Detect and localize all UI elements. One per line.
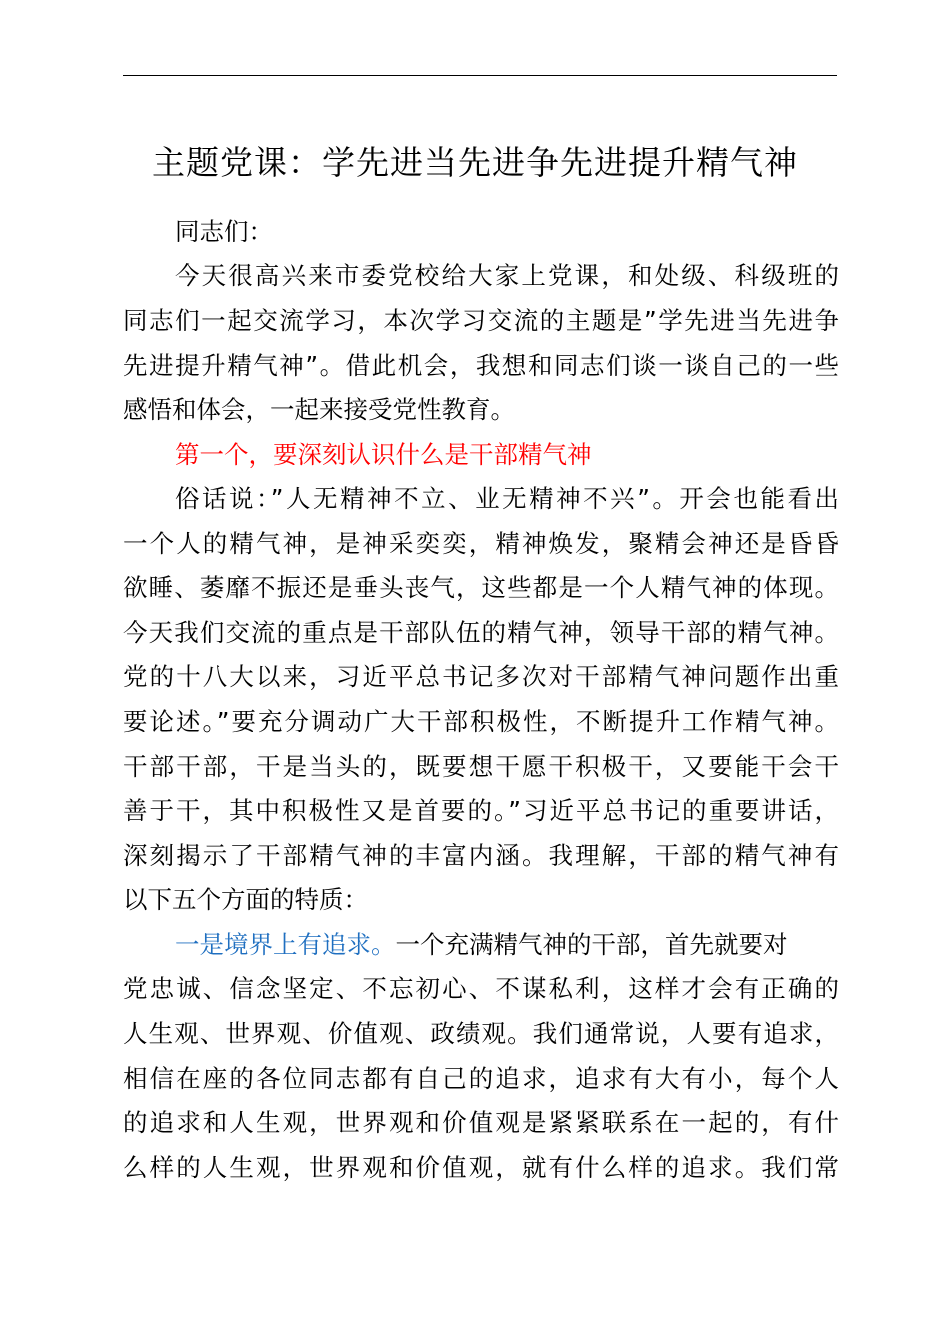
paragraph-line: 善于干，其中积极性又是首要的。”习近平总书记的重要讲话，: [123, 796, 839, 825]
paragraph-line: 感悟和体会，一起来接受党性教育。: [123, 395, 515, 424]
paragraph-line: 人生观、世界观、价值观、政绩观。我们通常说，人要有追求，: [123, 1019, 839, 1048]
paragraph-line: 今天很高兴来市委党校给大家上党课，和处级、科级班的: [175, 261, 839, 290]
paragraph-line: 要论述。”要充分调动广大干部积极性，不断提升工作精气神。: [123, 707, 839, 736]
paragraph-line: 先进提升精气神”。借此机会，我想和同志们谈一谈自己的一些: [123, 351, 839, 380]
paragraph-line: 党的十八大以来，习近平总书记多次对干部精气神问题作出重: [123, 662, 839, 691]
paragraph-line: 以下五个方面的特质：: [123, 885, 368, 914]
section-heading: 第一个，要深刻认识什么是干部精气神: [175, 440, 592, 469]
paragraph-line: 一个人的精气神，是神采奕奕，精神焕发，聚精会神还是昏昏: [123, 529, 839, 558]
subsection-text: 一个充满精气神的干部，首先就要对: [395, 930, 788, 959]
header-rule: [123, 75, 837, 76]
salutation: 同志们：: [175, 217, 273, 246]
paragraph-line: 相信在座的各位同志都有自己的追求，追求有大有小，每个人: [123, 1064, 839, 1093]
document-title: 主题党课：学先进当先进争先进提升精气神: [152, 143, 798, 182]
paragraph-line: 深刻揭示了干部精气神的丰富内涵。我理解，干部的精气神有: [123, 841, 839, 870]
paragraph-line: 同志们一起交流学习，本次学习交流的主题是”学先进当先进争: [123, 306, 839, 335]
paragraph-line: 今天我们交流的重点是干部队伍的精气神，领导干部的精气神。: [123, 618, 839, 647]
paragraph-line: 欲睡、萎靡不振还是垂头丧气，这些都是一个人精气神的体现。: [123, 573, 839, 602]
paragraph-line: 党忠诚、信念坚定、不忘初心、不谋私利，这样才会有正确的: [123, 974, 839, 1003]
paragraph-line: 俗话说：”人无精神不立、业无精神不兴”。开会也能看出: [175, 484, 839, 513]
paragraph-line: 么样的人生观，世界观和价值观，就有什么样的追求。我们常: [123, 1153, 839, 1182]
subsection-heading: 一是境界上有追求。: [175, 930, 396, 959]
paragraph-line: 的追求和人生观，世界观和价值观是紧紧联系在一起的，有什: [123, 1108, 839, 1137]
paragraph-line: 干部干部，干是当头的，既要想干愿干积极干，又要能干会干: [123, 752, 839, 781]
subsection-line: [123, 922, 839, 967]
